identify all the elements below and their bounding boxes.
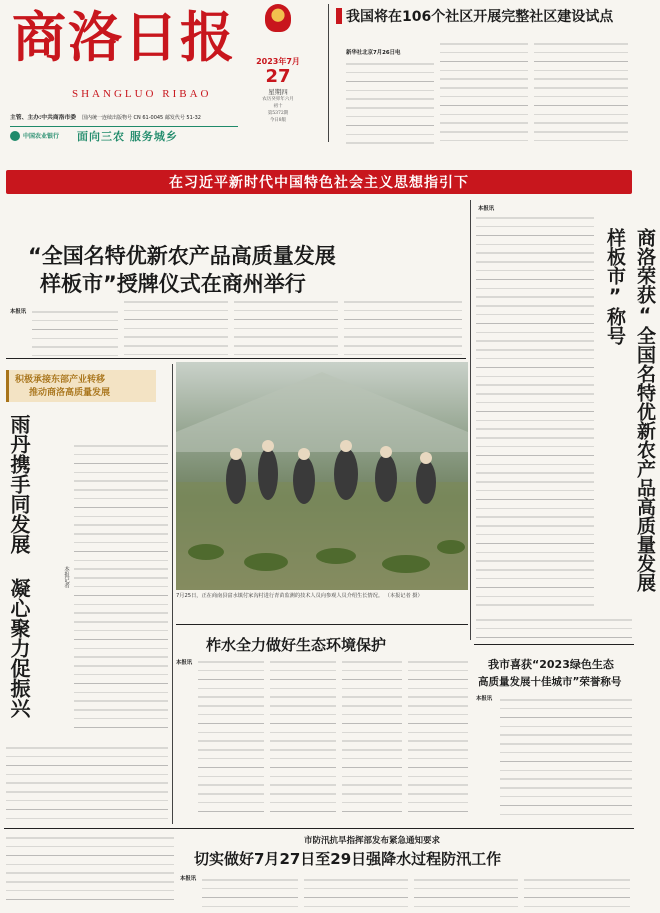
photo-scene [176, 362, 468, 590]
lead-byline: 本报讯 [10, 309, 27, 315]
lead-body-4 [344, 296, 462, 356]
top-story-dateline: 新华社北京7月26日电 [346, 50, 401, 56]
lead-body-2 [124, 296, 228, 356]
eco-body-1 [198, 656, 264, 816]
side-story-byline: 本报讯 [478, 206, 495, 212]
top-story-body-1 [346, 58, 434, 144]
sponsor: 主管、主办:中共商洛市委 [10, 115, 77, 121]
divider [4, 828, 634, 829]
flood-story [4, 830, 634, 910]
side-story-body-top [476, 212, 594, 612]
side-story-headline: 商洛荣获“全国名特优新农产品高质量发展样板市”称号 [604, 228, 656, 592]
bank-slogan: 面向三农 服务城乡 [77, 129, 178, 143]
eco-byline: 本报讯 [176, 660, 193, 666]
top-story-body-2 [440, 38, 528, 144]
sponsor-line [10, 112, 201, 121]
eco-story [176, 628, 468, 822]
weekday: 星期四 [268, 88, 288, 96]
lunar-line-2: 初十 [273, 104, 283, 109]
green-story [474, 650, 634, 824]
flood-body-3 [414, 874, 518, 908]
lead-body-1 [32, 306, 118, 356]
divider [6, 358, 466, 359]
green-byline: 本报讯 [476, 696, 493, 702]
caption-text: 7月25日，正在商南县富水镇付家沟村进行青苗监测的技术人员向参观人员介绍生长情况。 [176, 593, 384, 599]
divider [172, 364, 173, 824]
photo-caption [176, 592, 468, 612]
side-story [474, 200, 656, 640]
issue-pages: 今日8版 [269, 118, 287, 123]
green-body [500, 694, 632, 818]
lunar-date [238, 96, 318, 110]
logo-pinyin: SHANGLUO RIBAO [72, 88, 212, 100]
commentary-byline: 本报记者 [63, 566, 69, 588]
date-year-month: 2023年7月 [256, 57, 300, 66]
eco-body-3 [342, 656, 402, 816]
divider [328, 4, 329, 142]
flood-body-1 [202, 874, 298, 908]
lunar-line-1: 农历癸卯年六月 [262, 97, 294, 102]
newspaper-logo: 商洛日报 [12, 6, 236, 69]
top-story-icon [336, 8, 342, 24]
flood-body-2 [304, 874, 408, 908]
news-photo [176, 362, 468, 590]
flood-body-left [6, 832, 174, 908]
green-headline-line-1: 我市喜获“2023绿色生态 [488, 658, 614, 671]
emblem-icon [265, 4, 291, 32]
commentary-tag-line-1: 积极承接东部产业转移 [15, 375, 106, 385]
lead-headline-line-1: “全国名特优新农产品高质量发展 [28, 244, 336, 268]
date-day: 27 [265, 66, 291, 87]
lead-story [6, 200, 466, 355]
green-headline-line-2: 高质量发展十佳城市”荣誉称号 [478, 676, 622, 688]
bank-name: 中国农业银行 [23, 133, 60, 140]
divider [474, 644, 634, 645]
commentary-story [4, 364, 170, 824]
commentary-body-2 [6, 742, 168, 822]
eco-body-4 [408, 656, 468, 816]
eco-body-2 [270, 656, 336, 816]
lead-body-3 [234, 296, 338, 356]
flood-byline: 本报讯 [180, 876, 197, 882]
bank-logo-icon [10, 131, 20, 141]
flood-kicker: 市防汛抗旱指挥部发布紧急通知要求 [304, 836, 441, 846]
top-story-headline: 我国将在106个社区开展完整社区建设试点 [346, 9, 614, 25]
top-story-body-3 [534, 38, 628, 144]
commentary-tag [6, 370, 156, 402]
date-column [238, 4, 318, 144]
lead-headline-line-2: 样板市”授牌仪式在商州举行 [40, 272, 306, 296]
banner-text: 在习近平新时代中国特色社会主义思想指引下 [169, 175, 469, 191]
top-story [336, 4, 632, 144]
eco-headline: 柞水全力做好生态环境保护 [206, 636, 387, 654]
divider [470, 200, 471, 640]
caption-credit: （本报记者 摄） [384, 593, 423, 599]
flood-headline: 切实做好7月27日至29日强降水过程防汛工作 [194, 850, 502, 868]
bank-ad [10, 126, 238, 144]
commentary-tag-line-2: 推动商洛高质量发展 [29, 388, 111, 398]
publication-code: 国内统一连续出版物号 CN 61-0045 邮发代号 51-32 [81, 115, 201, 121]
commentary-headline: 雨丹携手同发展 凝心聚力促振兴 [7, 414, 31, 718]
flood-body-4 [524, 874, 630, 908]
ideology-banner [6, 170, 632, 194]
side-story-body-bottom [476, 614, 632, 640]
issue-number: 第5372期 [267, 111, 289, 116]
commentary-body-1 [74, 440, 168, 734]
divider [176, 624, 468, 625]
